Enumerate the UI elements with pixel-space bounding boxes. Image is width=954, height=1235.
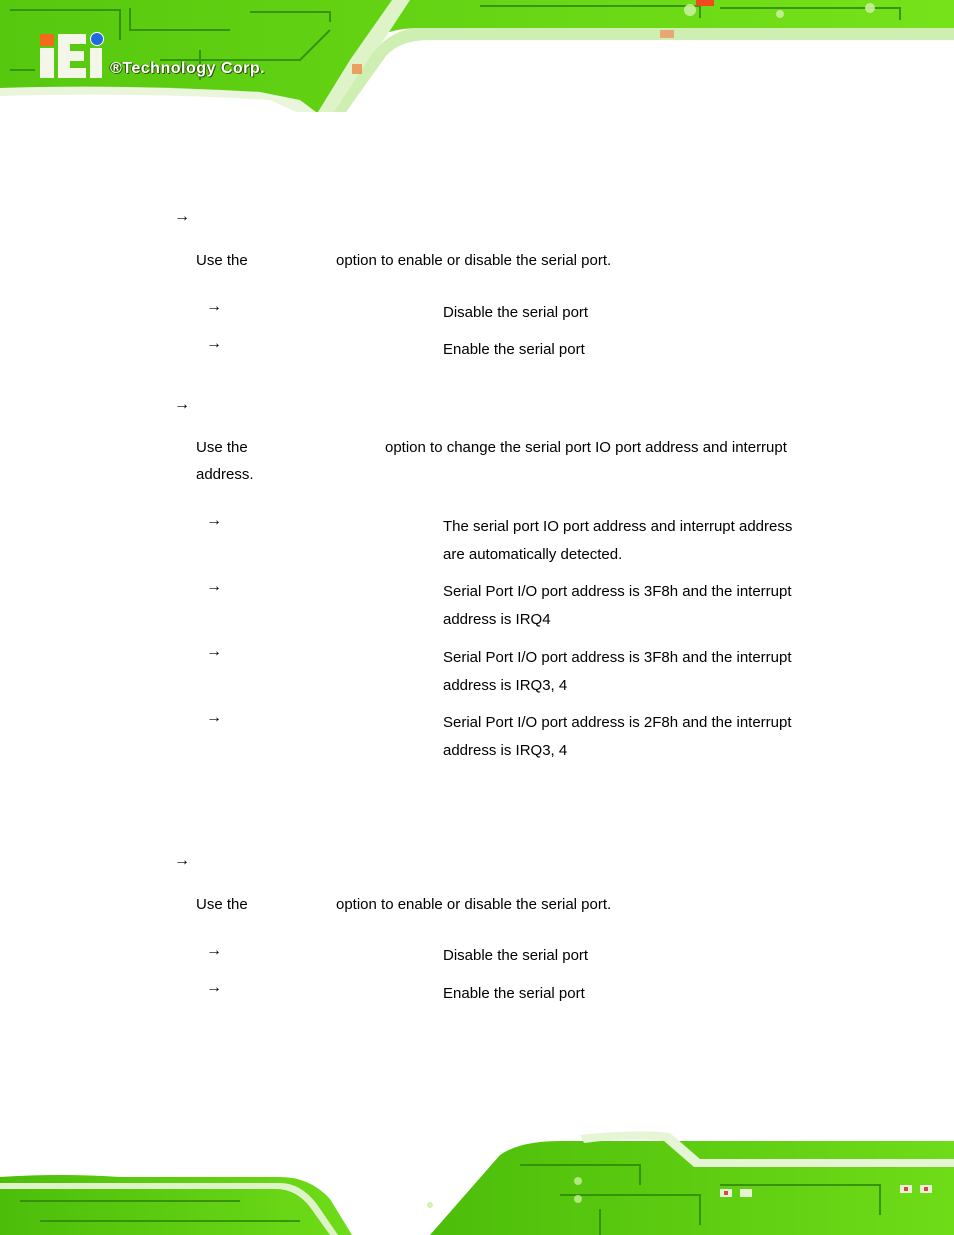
section-2-intro-wrap: address.: [196, 466, 254, 483]
section-1-option-1-desc: Disable the serial port: [443, 304, 589, 321]
circuit-board-footer-graphic: [0, 1125, 954, 1235]
section-2-option-4-desc-line-1: Serial Port I/O port address is 2F8h and the interrupt: [443, 714, 792, 731]
section-2-option-4-desc-line-2: address is IRQ3, 4: [443, 742, 568, 759]
section-2-option-2-desc-line-1: Serial Port I/O port address is 3F8h and the interrupt: [443, 583, 792, 600]
section-1-arrow-icon: →: [174, 208, 190, 225]
section-1-intro-start: Use the: [196, 252, 248, 269]
section-3-intro-end: option to enable or disable the serial port.: [336, 896, 612, 913]
section-1-intro-end: option to enable or disable the serial port.: [336, 252, 612, 269]
section-2-option-1-desc-line-2: are automatically detected.: [443, 546, 623, 563]
section-3-option-2-arrow-icon: →: [206, 979, 222, 996]
section-2-option-3-desc-line-2: address is IRQ3, 4: [443, 677, 568, 694]
logo-letter-e: [58, 34, 86, 78]
section-1-option-1-arrow-icon: →: [206, 298, 222, 315]
section-3-intro-start: Use the: [196, 896, 248, 913]
section-2-option-2-desc-line-2: address is IRQ4: [443, 611, 551, 628]
section-3-option-1-arrow-icon: →: [206, 942, 222, 959]
section-3-arrow-icon: →: [174, 852, 190, 869]
circuit-board-header-graphic: [0, 0, 954, 112]
logo-letter-i: [40, 48, 54, 78]
section-2-arrow-icon: →: [174, 396, 190, 413]
section-2-option-2-arrow-icon: →: [206, 578, 222, 595]
section-3-option-2-desc: Enable the serial port: [443, 985, 585, 1002]
section-2-option-3-desc-line-1: Serial Port I/O port address is 3F8h and the interrupt: [443, 649, 792, 666]
section-2-option-1-desc-line-1: The serial port IO port address and interrupt address: [443, 518, 793, 535]
section-2-intro-start: Use the: [196, 439, 248, 456]
section-1-option-2-arrow-icon: →: [206, 335, 222, 352]
logo-letter-i-second: [90, 48, 102, 78]
logo-blue-dot: [90, 32, 104, 46]
section-2-option-1-arrow-icon: →: [206, 512, 222, 529]
section-2-option-3-arrow-icon: →: [206, 643, 222, 660]
logo-orange-square: [40, 34, 54, 46]
logo-company-name: ®Technology Corp.: [110, 60, 266, 77]
section-2-intro-end: option to change the serial port IO port address and interrupt: [385, 439, 787, 456]
section-1-option-2-desc: Enable the serial port: [443, 341, 585, 358]
section-3-option-1-desc: Disable the serial port: [443, 947, 589, 964]
section-2-option-4-arrow-icon: →: [206, 709, 222, 726]
